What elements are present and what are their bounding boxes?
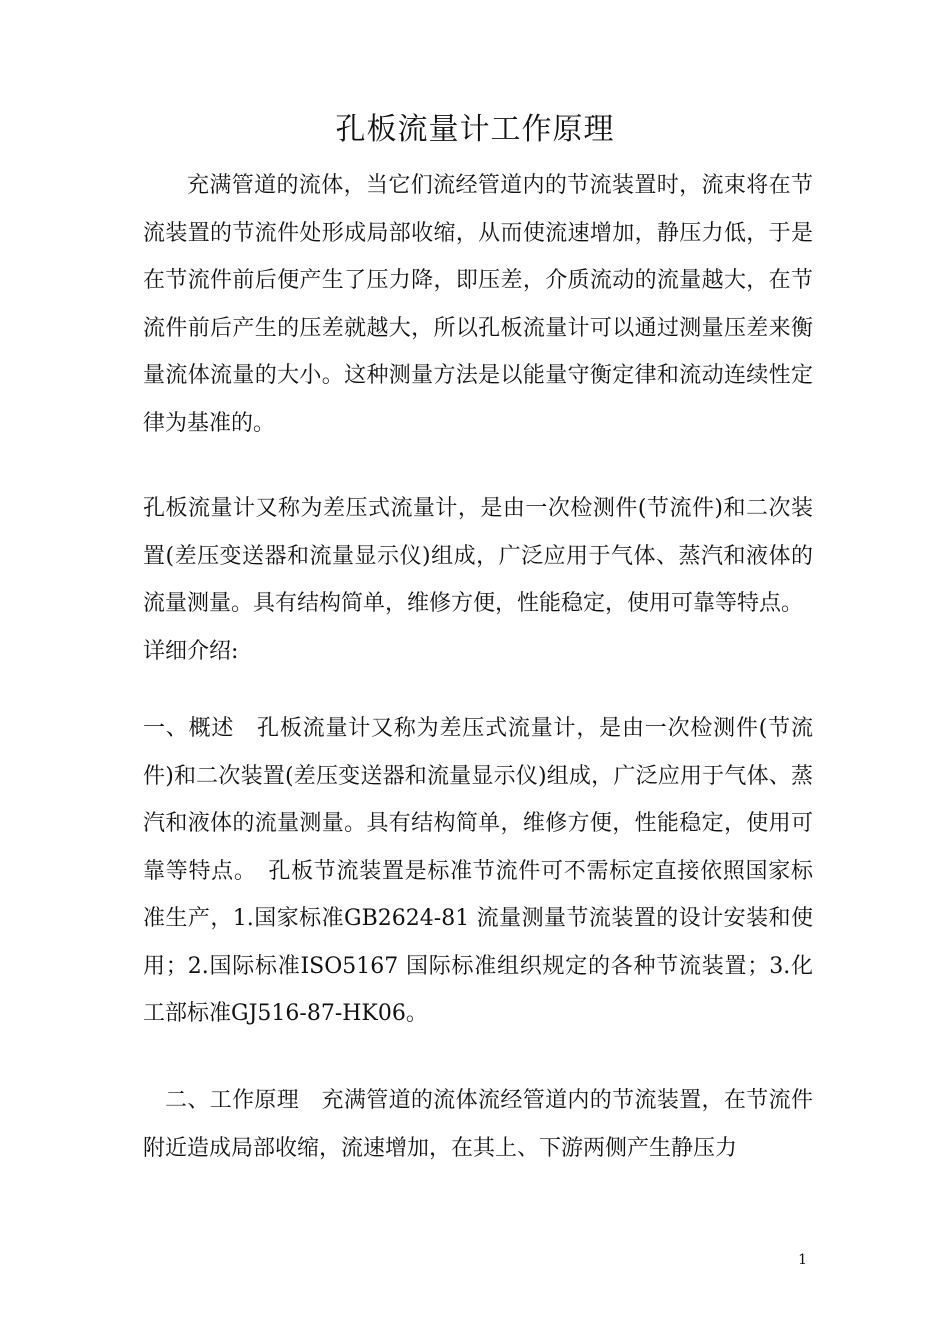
paragraph-details-heading: 详细介绍: [143, 639, 239, 664]
page-number: 1 [798, 1252, 807, 1268]
paragraph-working-principle: 二、工作原理 充满管道的流体流经管道内的节流装置，在节流件附近造成局部收缩，流速增加，在其上、下游两侧产生静压力 [143, 1088, 813, 1161]
paragraph-overview: 一、概述 孔板流量计又称为差压式流量计，是由一次检测件(节流件)和二次装置(差压变送器和流量显示仪)组成，广泛应用于气体、蒸汽和液体的流量测量。具有结构简单，维修方便，性能稳定，使用可靠等特点。 孔板节流装置是标准节流件可不需标定直接依照国家标准生产，1.国家标准GB2624-81 流量测量节流装置的设计安装和使用；2.国际标准ISO5167 国际标准组织规定的各种节流装置；3.化工部标准GJ516-87-HK06。 [143, 716, 813, 1026]
paragraph-definition: 孔板流量计又称为差压式流量计，是由一次检测件(节流件)和二次装置(差压变送器和流量显示仪)组成，广泛应用于气体、蒸汽和液体的流量测量。具有结构简单，维修方便，性能稳定，使用可靠等特点。 [143, 496, 813, 616]
document-title: 孔板流量计工作原理 [335, 112, 615, 147]
paragraph-principle-intro: 充满管道的流体，当它们流经管道内的节流装置时，流束将在节流装置的节流件处形成局部收缩，从而使流速增加，静压力低，于是在节流件前后便产生了压力降，即压差，介质流动的流量越大，在节流件前后产生的压差就越大，所以孔板流量计可以通过测量压差来衡量流体流量的大小。这种测量方法是以能量守衡定律和流动连续性定律为基准的。 [143, 173, 813, 436]
